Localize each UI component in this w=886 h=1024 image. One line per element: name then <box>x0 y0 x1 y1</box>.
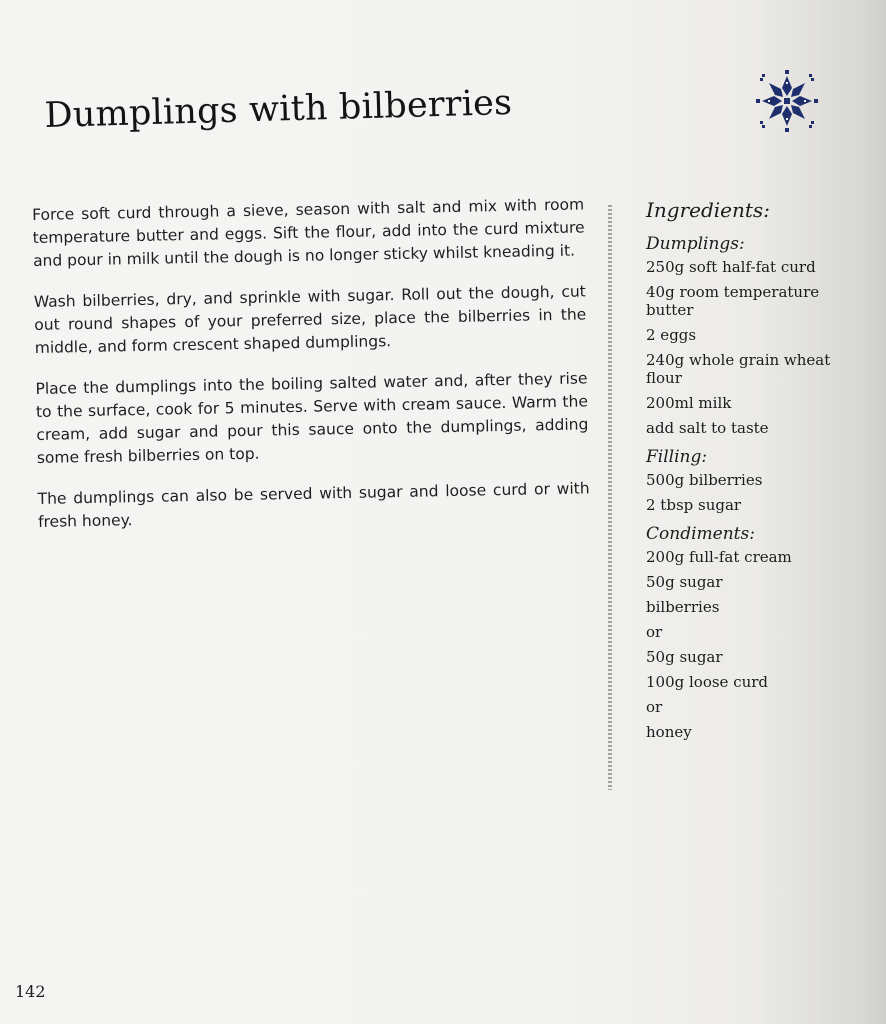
section-title: Condiments: <box>646 524 755 544</box>
ingredient-item: 40g room temperature butter <box>646 283 820 319</box>
ingredient-item: or <box>646 623 663 641</box>
page-number: 142 <box>15 982 46 1001</box>
ingredient-item: 50g sugar <box>646 648 723 666</box>
ingredient-item: honey <box>646 723 692 741</box>
instruction-paragraph: Place the dumplings into the boiling salted water and, after they rise to the surface, cook for 5 minutes. Serve with cream sauce. Warm the cream, add sugar and pour this sauce onto the dumplings, adding some fresh bilberries on top. <box>35 369 589 467</box>
ingredient-list <box>646 471 846 514</box>
ingredient-item: 100g loose curd <box>646 673 769 691</box>
ingredient-list <box>646 548 846 741</box>
ingredient-section-filling <box>646 447 846 514</box>
instruction-paragraph: The dumplings can also be served with sugar and loose curd or with fresh honey. <box>37 479 590 531</box>
ingredient-item: 2 eggs <box>646 326 697 344</box>
ingredient-list <box>646 258 846 437</box>
section-title: Filling: <box>646 447 708 467</box>
ingredient-section-dumplings <box>646 234 846 437</box>
dotted-column-divider <box>608 205 612 790</box>
ingredient-item: 240g whole grain wheat flour <box>646 351 831 387</box>
recipe-title: Dumplings with bilberries <box>44 82 513 136</box>
ingredient-item: 50g sugar <box>646 573 723 591</box>
ingredients-heading: Ingredients: <box>646 198 770 222</box>
ingredient-item: 250g soft half-fat curd <box>646 258 816 276</box>
ingredient-item: 200g full-fat cream <box>646 548 792 566</box>
snowflake-ornament-icon <box>756 70 818 132</box>
recipe-instructions <box>32 193 591 552</box>
ingredient-item: 500g bilberries <box>646 471 763 489</box>
ingredient-item: 200ml milk <box>646 394 732 412</box>
section-title: Dumplings: <box>646 234 745 254</box>
ingredient-item: 2 tbsp sugar <box>646 496 742 514</box>
ingredient-item: bilberries <box>646 598 720 616</box>
ingredient-section-condiments <box>646 524 846 741</box>
instruction-paragraph: Force soft curd through a sieve, season with salt and mix with room temperature butter and eggs. Sift the flour, add into the curd mixture and pour in milk until the dough is no longer sticky whilst kneading it. <box>32 195 585 270</box>
ingredients-panel <box>646 198 846 751</box>
ingredient-item: or <box>646 698 663 716</box>
ingredient-item: add salt to taste <box>646 419 769 437</box>
instruction-paragraph: Wash bilberries, dry, and sprinkle with sugar. Roll out the dough, cut out round shapes of your preferred size, place the bilberries in the middle, and form crescent shaped dumplings. <box>33 282 587 357</box>
